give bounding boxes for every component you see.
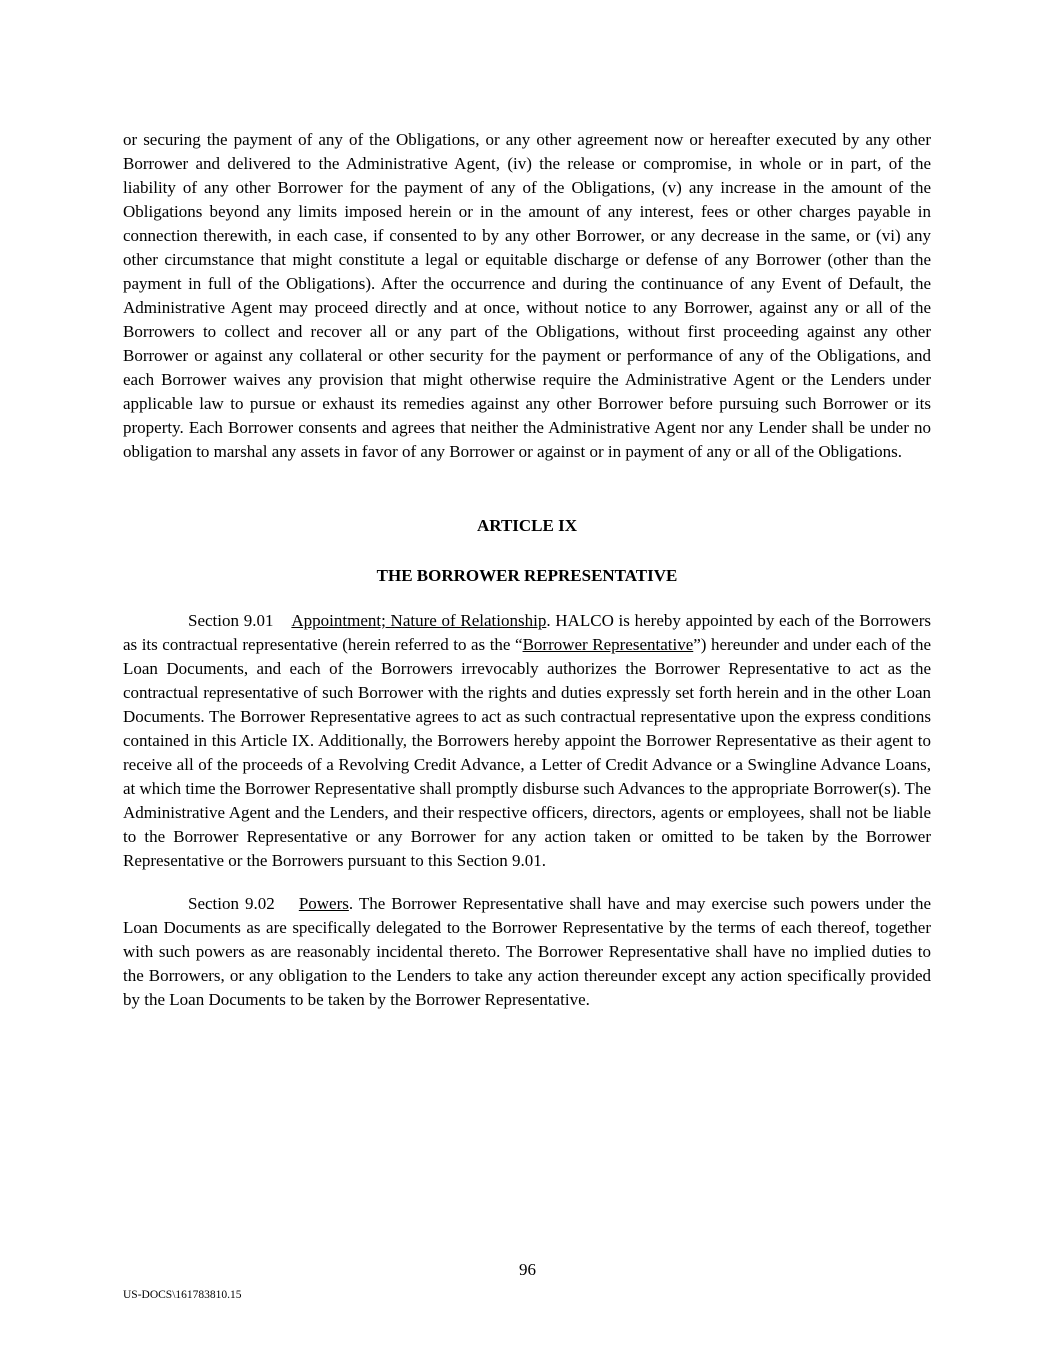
document-id-footer: US-DOCS\161783810.15 — [123, 1289, 242, 1301]
article-subheading: THE BORROWER REPRESENTATIVE — [376, 566, 678, 585]
intro-paragraph: or securing the payment of any of the Obligations, or any other agreement now or hereafter executed by any other Borrower and delivered to the Administrative Agent, (iv) the release or compromise, in whole or in part, of the liability of any other Borrower for the payment of any of the Obligations, (v) any increase in the amount of the Obligations beyond any limits imposed herein or in the amount of any interest, fees or other charges payable in connection therewith, in each case, if consented to by any other Borrower, or any decrease in the same, or (vi) any other circumstance that might constitute a legal or equitable discharge or defense of any Borrower (other than the payment in full of the Obligations). After the occurrence and during the continuance of any Event of Default, the Administrative Agent may proceed directly and at once, without notice to any Borrower, against any or all of the Borrowers to collect and recover all or any part of the Obligations, without first proceeding against any other Borrower or against any collateral or other security for the payment or performance of any of the Obligations, and each Borrower waives any provision that might otherwise require the Administrative Agent or the Lenders under applicable law to pursue or exhaust its remedies against any other Borrower before pursuing such Borrower or its property. Each Borrower consents and agrees that neither the Administrative Agent nor any Lender shall be under no obligation to marshal any assets in favor of any Borrower or against or in payment of any or all of the Obligations. — [123, 130, 931, 461]
section-9-02-paragraph: Section 9.02 Powers. The Borrower Representative shall have and may exercise such powers under the Loan Documents as are specifically delegated to the Borrower Representative by the terms of each thereof, together with such powers as are reasonably incidental thereto. The Borrower Representative shall have no implied duties to the Borrowers, or any obligation to the Lenders to take any action thereunder except any action specifically provided by the Loan Documents to be taken by the Borrower Representative. — [123, 894, 932, 1009]
article-heading: ARTICLE IX — [476, 516, 577, 535]
page-number: 96 — [519, 1260, 536, 1279]
section-9-01-paragraph: Section 9.01 Appointment; Nature of Relationship. HALCO is hereby appointed by each of the Borrowers as its contractual representative (herein referred to as the “Borrower Representative”) hereunder and under each of the Loan Documents, and each of the Borrowers irrevocably authorizes the Borrower Representative to act as the contractual representative of such Borrower with the rights and duties expressly set forth herein and in the other Loan Documents. The Borrower Representative agrees to act as such contractual representative upon the express conditions contained in this Article IX. Additionally, the Borrowers hereby appoint the Borrower Representative as their agent to receive all of the proceeds of a Revolving Credit Advance, a Letter of Credit Advance or a Swingline Advance Loans, at which time the Borrower Representative shall promptly disburse such Advances to the appropriate Borrower(s). The Administrative Agent and the Lenders, and their respective officers, directors, agents or employees, shall not be liable to the Borrower Representative or any Borrower for any action taken or omitted to be taken by the Borrower Representative or the Borrowers pursuant to this Section 9.01. — [123, 611, 932, 870]
